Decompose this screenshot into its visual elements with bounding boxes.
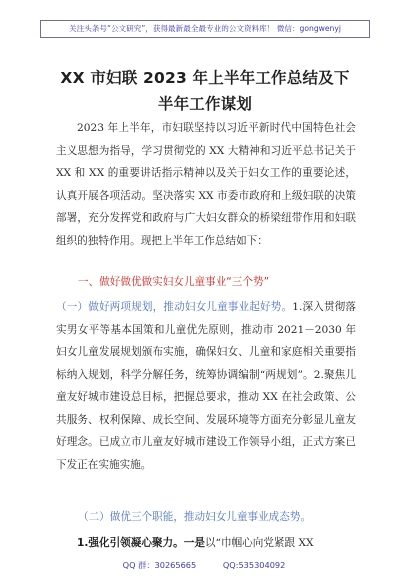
document-title-line1: XX 市妇联 2023 年上半年工作总结及下 (60, 69, 350, 87)
footer-qq-group: QQ 群：30265665 (122, 560, 197, 570)
point-1-paragraph (56, 532, 356, 555)
promo-banner: 关注头条号“公文研究”，获得最新最全最专业的公文资料库！ 微信：gongwenyj (40, 20, 370, 38)
subsection-1-text: 1.深入贯彻落实男女平等基本国策和儿童优先原则，推动市 2021－2030 年妇女儿童发展规划颁布实施，确保妇女、儿童和家庭相关重要指标纳入规划，科学分解任务，统筹协调编制“两规划”。2.聚焦儿童友好城市建设总目标，把握总要求，推动 XX 在社会政策、公共服务、权利保障、成长空间、发展环境等方面充分彰显儿童友好理念。已成立市儿童友好城市建设工作领导小组，正式方案已下发正在实施实施。 (56, 301, 357, 471)
intro-paragraph: 2023 年上半年，市妇联坚持以习近平新时代中国特色社会主义思想为指导，学习贯彻党的 XX 大精神和习近平总书记关于 XX 和 XX 的重要讲话指示精神以及关于妇女工作的重要论述，认真开展各项活动。坚决落实 XX 市委市政府和上级妇联的决策部署，充分发挥党和政府与广大妇女群众的桥梁纽带作用和妇联组织的独特作用。现把上半年工作总结如下： (56, 122, 356, 247)
subsection-1-heading: （一）做好两项规划，推动妇女儿童事业起好势。 (56, 301, 293, 313)
subsection-2-heading: （二）做优三个职能，推动妇女儿童事业成态势。 (78, 511, 312, 523)
footer-contacts (0, 560, 408, 571)
footer-qq: QQ:535304092 (222, 560, 286, 570)
point-1-marker: 一是 (183, 537, 205, 549)
point-1-text: 以“巾帼心向党紧跟 XX (204, 537, 314, 549)
section-heading-1: 一、做好做优做实妇女儿童事业“三个势” (78, 276, 270, 288)
document-title-line2: 半年工作谋划 (157, 95, 253, 113)
point-1-heading: 1.强化引领凝心聚力。 (77, 537, 184, 549)
subsection-1-paragraph (56, 296, 356, 476)
